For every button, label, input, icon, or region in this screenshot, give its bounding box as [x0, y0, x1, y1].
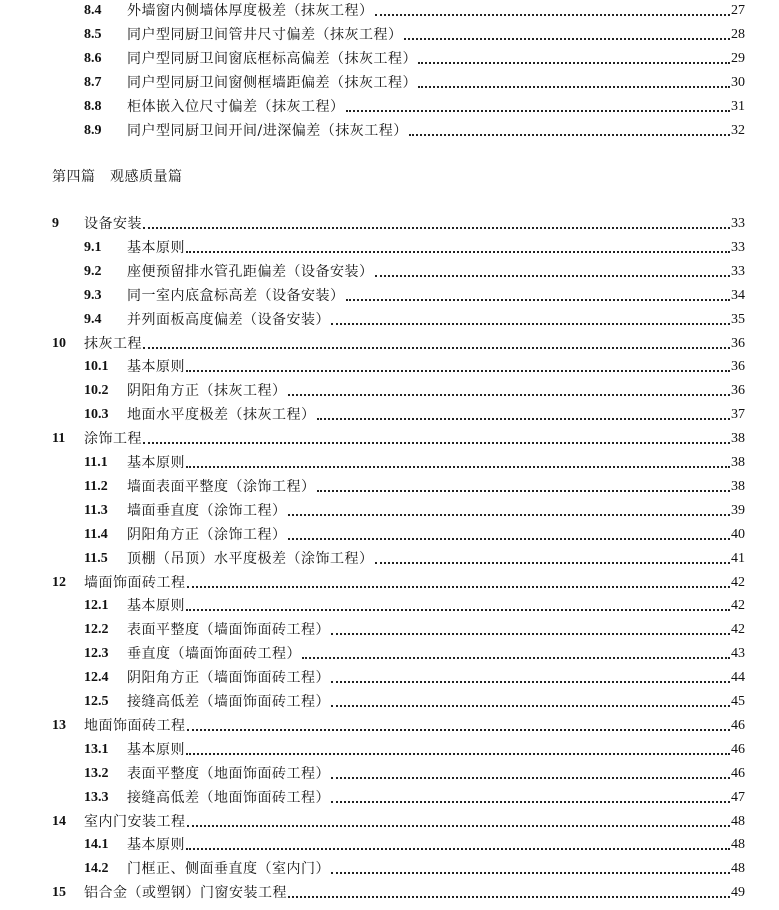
entry-title: 同户型同厨卫间开间/进深偏差（抹灰工程） — [127, 122, 408, 139]
dot-leader — [186, 740, 730, 760]
entry-page-number: 35 — [731, 311, 745, 327]
entry-number: 11.3 — [84, 502, 108, 518]
toc-section-entry[interactable] — [84, 286, 745, 306]
toc-section-entry[interactable] — [84, 238, 745, 258]
entry-number: 11.5 — [84, 550, 108, 566]
entry-page-number: 45 — [731, 694, 745, 709]
toc-section-entry[interactable] — [84, 596, 745, 616]
entry-number: 9 — [52, 216, 59, 231]
entry-page-number: 48 — [731, 813, 745, 829]
entry-number: 12.5 — [84, 694, 109, 709]
entry-title: 座便预留排水管孔距偏差（设备安装） — [127, 263, 374, 280]
entry-page-number: 30 — [731, 74, 745, 90]
entry-page-number: 33 — [731, 216, 745, 231]
entry-title: 并列面板高度偏差（设备安装） — [127, 311, 330, 328]
dot-leader — [346, 286, 731, 306]
toc-section-entry[interactable] — [84, 764, 745, 784]
toc-section-entry[interactable] — [84, 477, 745, 497]
dot-leader — [186, 357, 730, 377]
dot-leader — [331, 692, 730, 712]
entry-page-number: 36 — [731, 359, 745, 375]
dot-leader — [418, 73, 730, 93]
entry-number: 14.1 — [84, 837, 109, 853]
entry-title: 接缝高低差（墙面饰面砖工程） — [127, 694, 330, 710]
dot-leader — [317, 477, 731, 497]
entry-number: 12.2 — [84, 622, 109, 638]
entry-page-number: 42 — [731, 622, 745, 638]
dot-leader — [143, 334, 730, 354]
entry-title: 表面平整度（墙面饰面砖工程） — [127, 622, 330, 639]
toc-section-entry[interactable] — [84, 310, 745, 330]
entry-page-number: 36 — [731, 335, 745, 351]
toc-section-entry[interactable] — [84, 73, 745, 93]
entry-page-number: 48 — [731, 837, 745, 853]
entry-title: 室内门安装工程 — [84, 813, 186, 830]
dot-leader — [143, 429, 730, 449]
entry-page-number: 29 — [731, 50, 745, 66]
toc-section-entry[interactable] — [84, 49, 745, 69]
toc-section-entry[interactable] — [84, 644, 745, 664]
dot-leader — [317, 405, 731, 425]
entry-page-number: 44 — [731, 670, 745, 686]
dot-leader — [187, 812, 731, 832]
dot-leader — [331, 788, 730, 808]
toc-section-entry[interactable] — [84, 357, 745, 377]
entry-number: 12.3 — [84, 646, 109, 662]
toc-chapter-entry[interactable] — [52, 883, 745, 903]
dot-leader — [186, 835, 730, 855]
entry-number: 8.6 — [84, 50, 102, 66]
toc-section-entry[interactable] — [84, 835, 745, 855]
entry-number: 12.1 — [84, 598, 109, 614]
dot-leader — [186, 238, 730, 258]
toc-chapter-entry[interactable] — [52, 812, 745, 832]
entry-title: 墙面垂直度（涂饰工程） — [127, 502, 287, 519]
entry-title: 垂直度（墙面饰面砖工程） — [127, 646, 301, 663]
entry-number: 10 — [52, 335, 66, 351]
toc-section-entry[interactable] — [84, 1, 745, 21]
entry-title: 涂饰工程 — [84, 431, 142, 448]
entry-page-number: 42 — [731, 598, 745, 614]
dot-leader — [331, 764, 730, 784]
dot-leader — [418, 49, 730, 69]
dot-leader — [331, 668, 730, 688]
entry-page-number: 46 — [731, 765, 745, 781]
dot-leader — [143, 214, 730, 234]
dot-leader — [187, 716, 731, 736]
toc-section-entry[interactable] — [84, 788, 745, 808]
dot-leader — [409, 121, 730, 141]
entry-page-number: 38 — [731, 431, 745, 447]
dot-leader — [288, 501, 731, 521]
entry-page-number: 33 — [731, 263, 745, 279]
toc-section-entry[interactable] — [84, 668, 745, 688]
toc-section-entry[interactable] — [84, 453, 745, 473]
toc-section-entry[interactable] — [84, 525, 745, 545]
toc-section-entry[interactable] — [84, 859, 745, 879]
dot-leader — [375, 1, 731, 21]
entry-number: 11.2 — [84, 478, 108, 494]
dot-leader — [331, 310, 730, 330]
toc-section-entry[interactable] — [84, 262, 745, 282]
toc-section-entry[interactable] — [84, 381, 745, 401]
entry-title: 地面饰面砖工程 — [84, 717, 186, 734]
entry-page-number: 28 — [731, 26, 745, 42]
entry-title: 阴阳角方正（涂饰工程） — [127, 526, 287, 543]
entry-number: 15 — [52, 885, 66, 901]
entry-page-number: 47 — [731, 789, 745, 805]
entry-title: 基本原则 — [127, 239, 185, 256]
dot-leader — [302, 644, 730, 664]
dot-leader — [375, 549, 731, 569]
entry-page-number: 39 — [731, 502, 745, 518]
entry-number: 12.4 — [84, 670, 109, 686]
toc-chapter-entry[interactable] — [52, 214, 745, 234]
entry-page-number: 32 — [731, 122, 745, 138]
part-heading: 第四篇 观感质量篇 — [52, 169, 183, 185]
entry-page-number: 38 — [731, 478, 745, 494]
entry-title: 墙面饰面砖工程 — [84, 574, 186, 591]
entry-page-number: 41 — [731, 550, 745, 566]
entry-number: 9.4 — [84, 311, 102, 327]
entry-number: 14 — [52, 813, 66, 829]
entry-title: 表面平整度（地面饰面砖工程） — [127, 765, 330, 782]
entry-number: 12 — [52, 574, 66, 590]
toc-section-entry[interactable] — [84, 549, 745, 569]
entry-number: 8.9 — [84, 122, 102, 138]
entry-number: 9.2 — [84, 263, 102, 279]
dot-leader — [346, 97, 731, 117]
dot-leader — [186, 596, 730, 616]
dot-leader — [288, 525, 731, 545]
entry-title: 铝合金（或塑钢）门窗安装工程 — [84, 885, 287, 902]
entry-title: 阴阳角方正（墙面饰面砖工程） — [127, 670, 330, 687]
entry-title: 设备安装 — [84, 216, 142, 232]
entry-title: 基本原则 — [127, 741, 185, 758]
entry-page-number: 37 — [731, 407, 745, 423]
entry-number: 11 — [52, 431, 66, 447]
toc-section-entry[interactable] — [84, 121, 745, 141]
entry-title: 同一室内底盒标高差（设备安装） — [127, 287, 345, 304]
entry-number: 13.2 — [84, 765, 109, 781]
entry-number: 10.1 — [84, 359, 109, 375]
entry-page-number: 48 — [731, 861, 745, 877]
toc-section-entry[interactable] — [84, 405, 745, 425]
entry-number: 10.3 — [84, 407, 109, 423]
entry-number: 9.1 — [84, 239, 102, 255]
entry-title: 同户型同厨卫间窗侧框墙距偏差（抹灰工程） — [127, 74, 417, 91]
entry-page-number: 46 — [731, 741, 745, 757]
entry-page-number: 33 — [731, 239, 745, 255]
entry-page-number: 31 — [731, 98, 745, 114]
entry-page-number: 34 — [731, 287, 745, 303]
entry-title: 基本原则 — [127, 598, 185, 615]
dot-leader — [288, 883, 730, 903]
entry-title: 柜体嵌入位尺寸偏差（抹灰工程） — [127, 98, 345, 115]
entry-title: 接缝高低差（地面饰面砖工程） — [127, 789, 330, 806]
dot-leader — [187, 573, 731, 593]
entry-title: 外墙窗内侧墙体厚度极差（抹灰工程） — [127, 3, 374, 19]
entry-number: 14.2 — [84, 861, 109, 877]
dot-leader — [375, 262, 731, 282]
entry-number: 10.2 — [84, 383, 109, 399]
dot-leader — [331, 859, 730, 879]
entry-title: 基本原则 — [127, 837, 185, 854]
entry-number: 8.5 — [84, 26, 102, 42]
entry-title: 同户型同厨卫间窗底框标高偏差（抹灰工程） — [127, 50, 417, 67]
entry-number: 13 — [52, 717, 66, 733]
toc-section-entry[interactable] — [84, 501, 745, 521]
toc-section-entry[interactable] — [84, 97, 745, 117]
dot-leader — [331, 620, 730, 640]
dot-leader — [404, 25, 731, 45]
entry-number: 13.1 — [84, 741, 109, 757]
entry-title: 门框正、侧面垂直度（室内门） — [127, 861, 330, 878]
toc-section-entry[interactable] — [84, 740, 745, 760]
entry-number: 8.8 — [84, 98, 102, 114]
toc-section-entry[interactable] — [84, 25, 745, 45]
dot-leader — [186, 453, 730, 473]
entry-number: 8.4 — [84, 3, 102, 18]
entry-page-number: 40 — [731, 526, 745, 542]
entry-title: 墙面表面平整度（涂饰工程） — [127, 478, 316, 495]
entry-number: 9.3 — [84, 287, 102, 303]
toc-chapter-entry[interactable] — [52, 716, 745, 736]
entry-page-number: 49 — [731, 885, 745, 901]
dot-leader — [288, 381, 731, 401]
toc-section-entry[interactable] — [84, 692, 745, 712]
entry-title: 基本原则 — [127, 359, 185, 376]
toc-chapter-entry[interactable] — [52, 573, 745, 593]
entry-title: 阴阳角方正（抹灰工程） — [127, 383, 287, 400]
entry-page-number: 43 — [731, 646, 745, 662]
entry-number: 13.3 — [84, 789, 109, 805]
entry-page-number: 38 — [731, 455, 745, 470]
toc-chapter-entry[interactable] — [52, 429, 745, 449]
entry-page-number: 27 — [731, 3, 745, 18]
entry-title: 顶棚（吊顶）水平度极差（涂饰工程） — [127, 550, 374, 567]
entry-page-number: 36 — [731, 383, 745, 399]
entry-page-number: 42 — [731, 574, 745, 590]
entry-number: 8.7 — [84, 74, 102, 90]
entry-page-number: 46 — [731, 717, 745, 733]
toc-section-entry[interactable] — [84, 620, 745, 640]
toc-chapter-entry[interactable] — [52, 334, 745, 354]
entry-title: 地面水平度极差（抹灰工程） — [127, 407, 316, 424]
entry-title: 同户型同厨卫间管井尺寸偏差（抹灰工程） — [127, 26, 403, 43]
entry-number: 11.4 — [84, 526, 108, 542]
entry-title: 基本原则 — [127, 455, 185, 471]
entry-title: 抹灰工程 — [84, 335, 142, 352]
entry-number: 11.1 — [84, 455, 108, 470]
